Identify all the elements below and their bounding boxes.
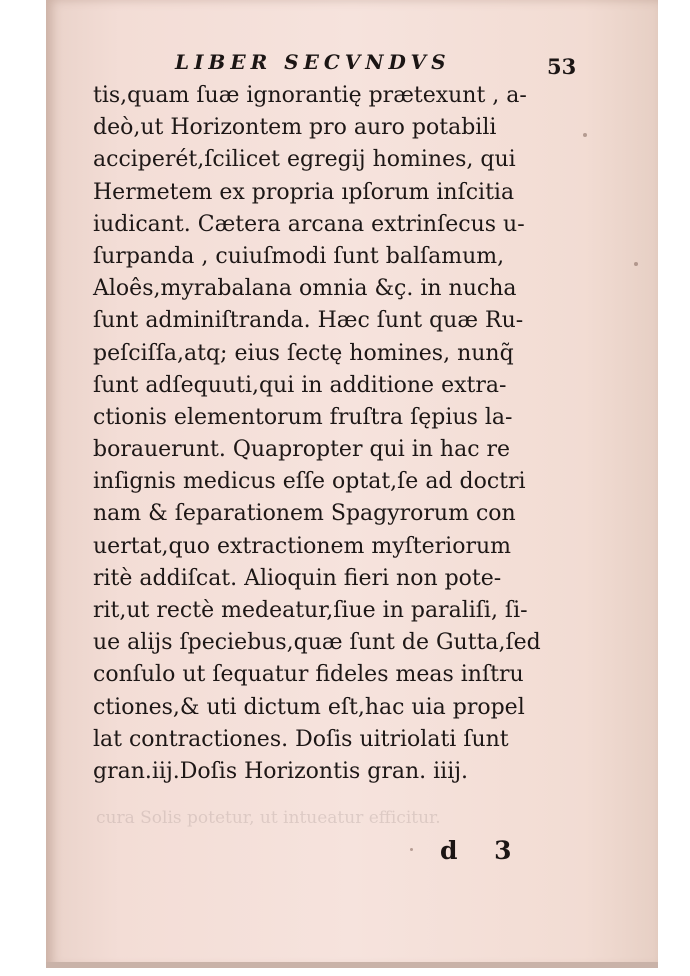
text-line: ſunt adſequuti,qui in additione extra- <box>93 372 507 398</box>
paper-speck <box>634 262 638 266</box>
text-line: peſciſſa,atq; eius ſectę homines, nunq̃ <box>93 340 514 366</box>
text-line: acciperét,ſcilicet egregij homines, qui <box>93 147 516 173</box>
page-bottom-edge <box>46 962 658 968</box>
text-line: rit,ut rectè medeatur,ſiue in paraliſi, ſi- <box>93 598 528 623</box>
text-line: uertat,quo extractionem myſteriorum <box>93 533 512 559</box>
paper-speck <box>583 133 587 137</box>
show-through-text: cura Solis potetur, ut intueatur efficitur. <box>96 808 441 828</box>
text-line: ritè addiſcat. Alioquin fieri non pote- <box>93 565 502 591</box>
running-head: LIBER SECVNDVS <box>175 50 451 74</box>
text-line: inſignis medicus eſſe optat,ſe ad doctri <box>93 469 526 495</box>
text-line: ctionis elementorum fruſtra ſępius la- <box>93 404 513 430</box>
signature-mark: d 3 <box>440 836 526 865</box>
text-line: ſunt adminiſtranda. Hæc ſunt quæ Ru- <box>93 308 524 334</box>
text-line: ctiones,& uti dictum eſt,hac uia propel <box>93 694 525 720</box>
text-line: ue alijs ſpeciebus,quæ ſunt de Gutta,ſed <box>93 630 541 656</box>
text-line: tis,quam ſuæ ignorantię prætexunt , a- <box>93 83 527 108</box>
text-line: Hermetem ex propria ıpſorum inſcitia <box>93 179 515 205</box>
text-line: conſulo ut ſequatur fideles meas inſtru <box>93 662 524 688</box>
text-line: borauerunt. Quapropter qui in hac re <box>93 437 511 463</box>
text-line: deò,ut Horizontem pro auro potabili <box>93 115 497 141</box>
page-number: 53 <box>547 54 577 79</box>
text-line: iudicant. Cætera arcana extrinſecus u- <box>93 211 525 237</box>
text-line: nam & ſeparationem Spagyrorum con <box>93 501 516 527</box>
paper-speck <box>410 848 413 851</box>
text-line: lat contractiones. Doſis uitriolati ſunt <box>93 726 509 752</box>
text-line: gran.iij.Doſis Horizontis gran. iiij. <box>93 758 469 784</box>
body-text <box>93 80 583 788</box>
text-line: Aloês,myrabalana omnia &ç. in nucha <box>93 276 517 302</box>
text-line: ſurpanda , cuiuſmodi ſunt balſamum, <box>93 243 505 269</box>
